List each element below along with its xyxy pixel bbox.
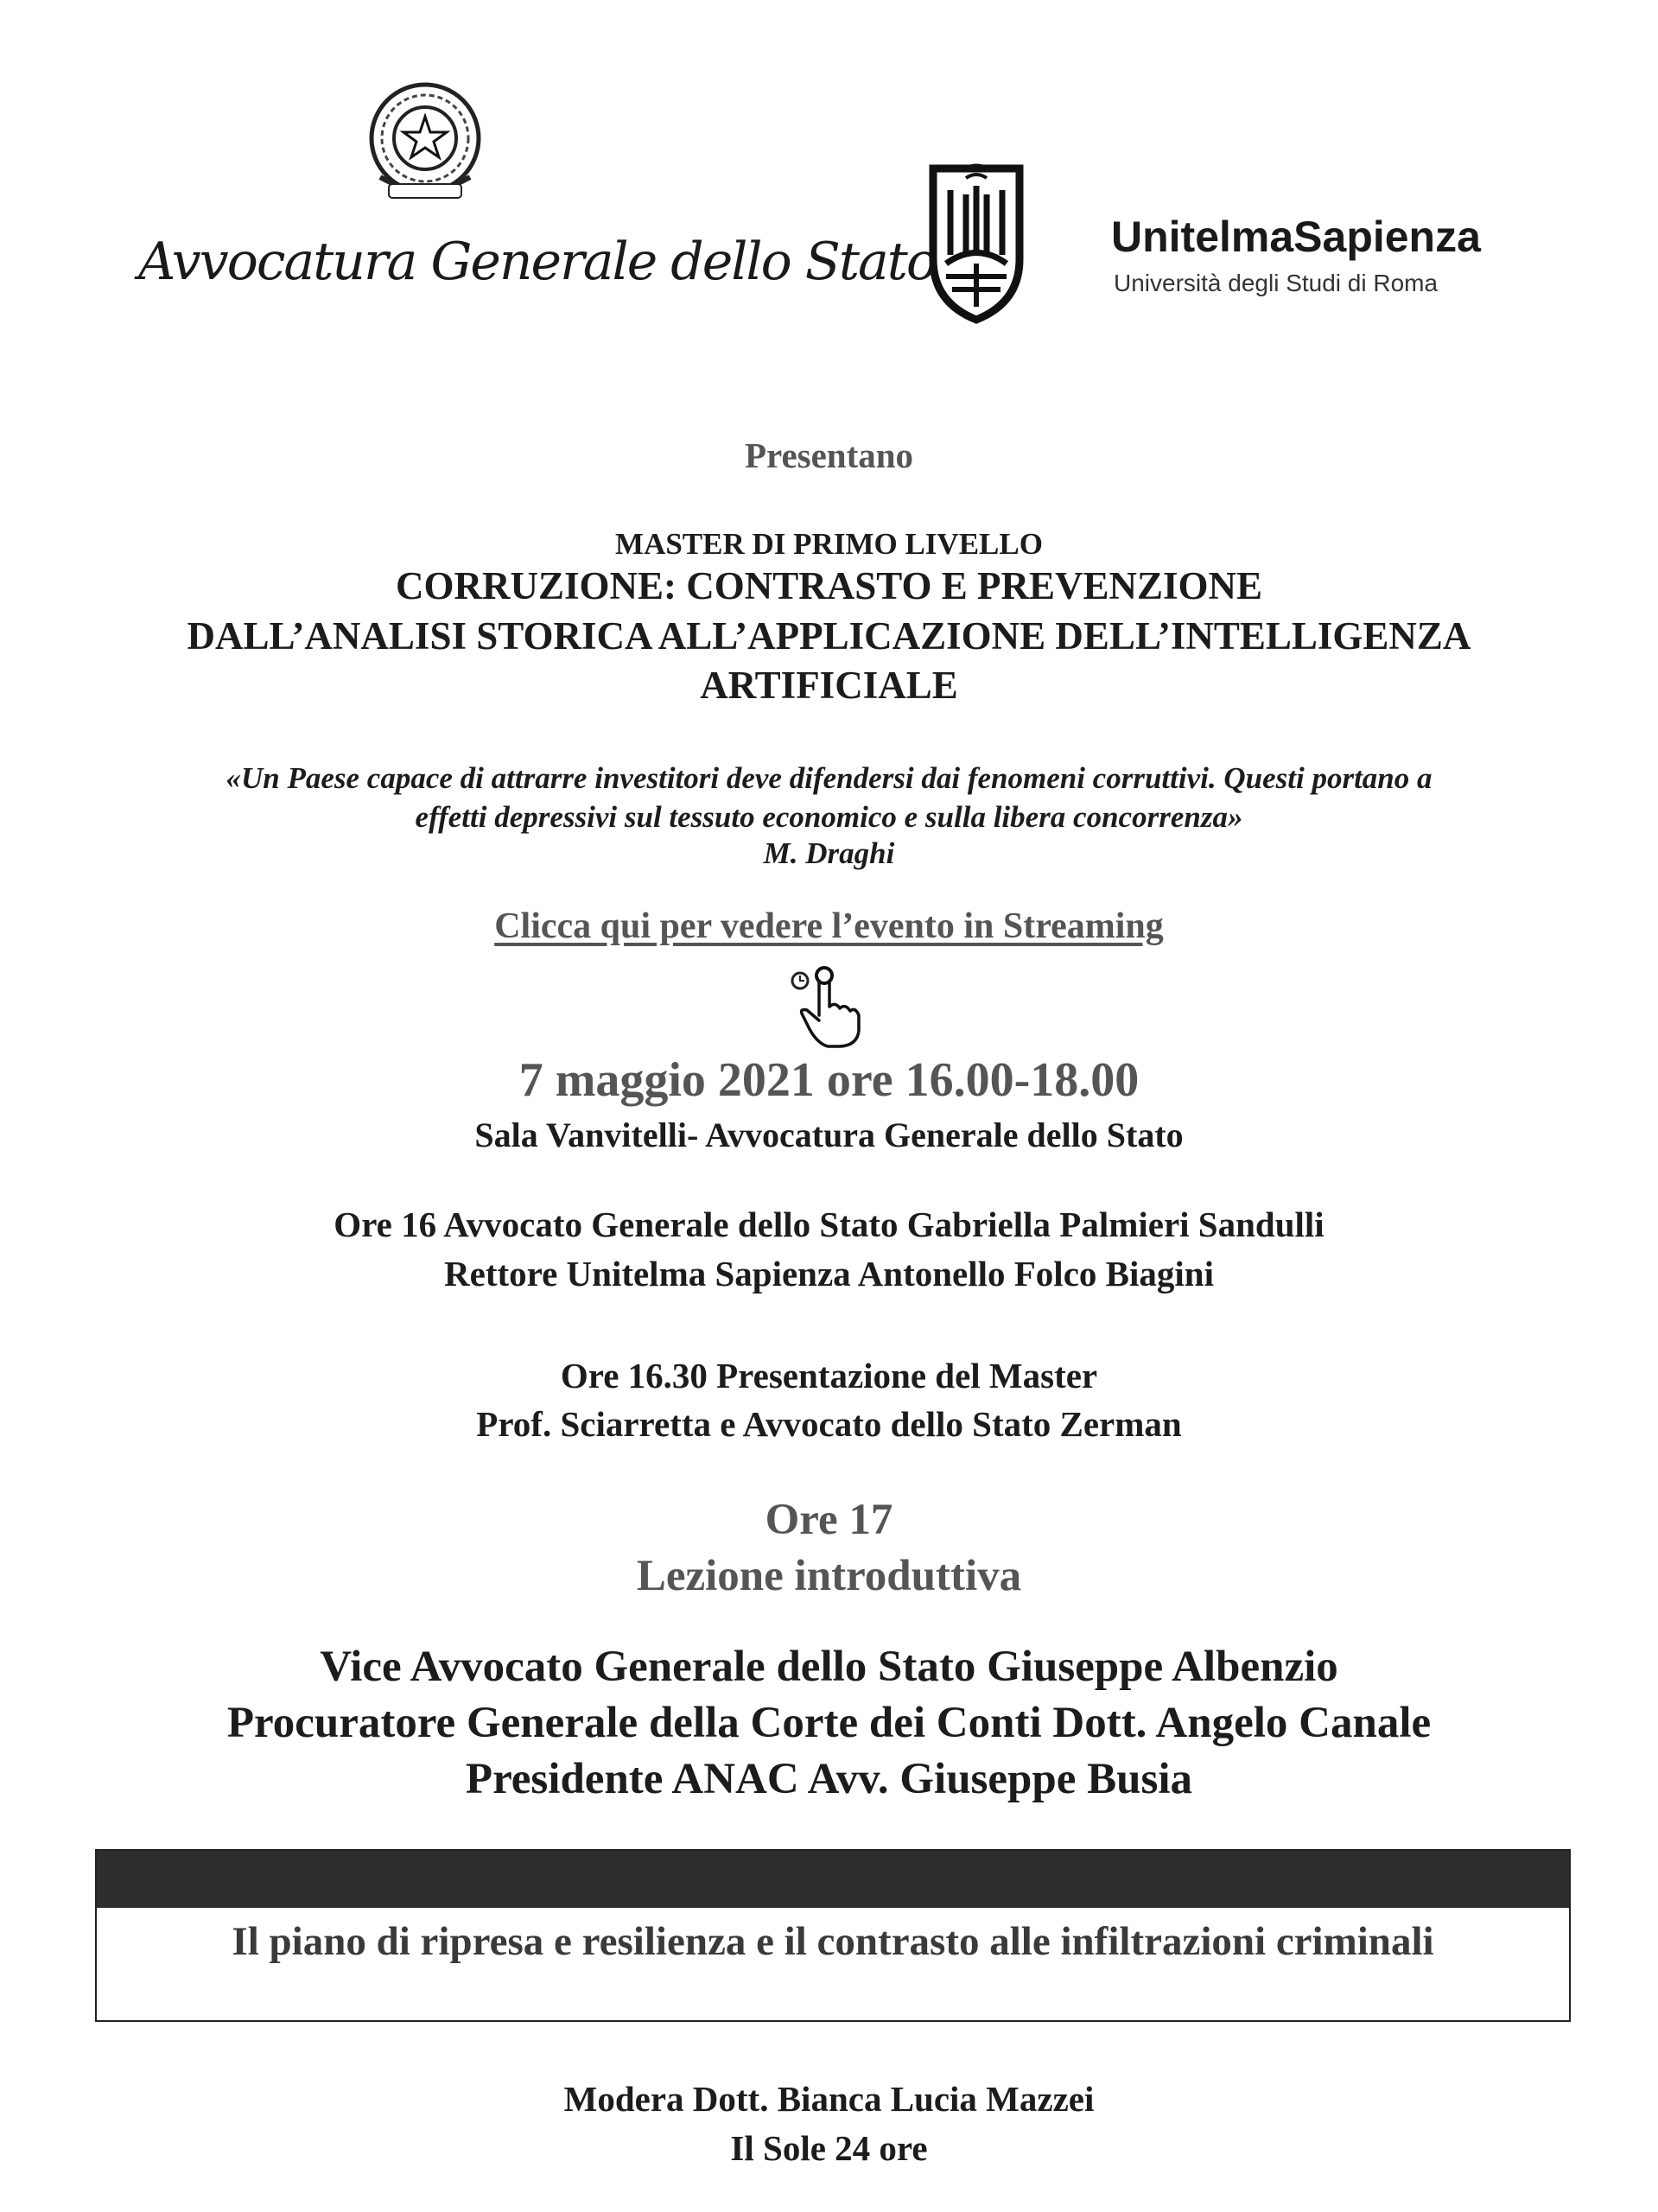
program-line: Ore 16.30 Presentazione del Master xyxy=(560,1356,1098,1395)
topic-header-band xyxy=(97,1851,1569,1908)
quote-line: «Un Paese capace di attrarre investitori deve difendersi dai fenomeni corruttivi. Questi portano a xyxy=(226,761,1432,795)
draghi-quote xyxy=(0,759,1658,836)
topic-box xyxy=(95,1849,1571,2022)
master-title-line: ARTIFICIALE xyxy=(700,664,958,707)
streaming-link[interactable]: Clicca qui per vedere l’evento in Streaming xyxy=(494,906,1164,946)
event-location: Sala Vanvitelli- Avvocatura Generale dello Stato xyxy=(474,1116,1184,1154)
master-level-heading: MASTER DI PRIMO LIVELLO xyxy=(615,527,1043,561)
quote-line: effetti depressivi sul tessuto economico e sulla libera concorrenza» xyxy=(415,800,1243,834)
tap-hand-icon[interactable] xyxy=(788,963,870,1050)
lecture-time: Ore 17 xyxy=(765,1496,893,1544)
university-name: UnitelmaSapienza xyxy=(1111,213,1481,261)
university-subtitle: Università degli Studi di Roma xyxy=(1114,270,1439,296)
speaker-line: Vice Avvocato Generale dello Stato Giuseppe Albenzio xyxy=(320,1643,1338,1691)
program-line: Prof. Sciarretta e Avvocato dello Stato Zerman xyxy=(476,1404,1182,1444)
master-title-line: DALL’ANALISI STORICA ALL’APPLICAZIONE DELL’INTELLIGENZA xyxy=(187,614,1471,658)
avvocatura-logo-text: Avvocatura Generale dello Stato xyxy=(138,232,936,292)
speaker-line: Procuratore Generale della Corte dei Conti Dott. Angelo Canale xyxy=(226,1699,1432,1747)
lecture-title: Lezione introduttiva xyxy=(636,1552,1022,1600)
presentano-heading: Presentano xyxy=(744,435,914,475)
unitelma-sapienza-shield-icon xyxy=(907,156,1045,328)
program-line: Rettore Unitelma Sapienza Antonello Folco Biagini xyxy=(444,1254,1214,1294)
speaker-line: Presidente ANAC Avv. Giuseppe Busia xyxy=(465,1755,1193,1803)
italian-republic-emblem-icon xyxy=(363,73,488,216)
streaming-link-container xyxy=(0,906,1658,947)
quote-author: M. Draghi xyxy=(763,836,895,870)
master-title-line: CORRUZIONE: CONTRASTO E PREVENZIONE xyxy=(395,564,1263,607)
moderator-affiliation: Il Sole 24 ore xyxy=(730,2128,928,2168)
topic-text: Il piano di ripresa e resilienza e il contrasto alle infiltrazioni criminali xyxy=(232,1919,1434,1964)
event-date-time: 7 maggio 2021 ore 16.00-18.00 xyxy=(518,1053,1140,1107)
program-line: Ore 16 Avvocato Generale dello Stato Gabriella Palmieri Sandulli xyxy=(334,1205,1324,1244)
moderator-line: Modera Dott. Bianca Lucia Mazzei xyxy=(563,2079,1095,2119)
